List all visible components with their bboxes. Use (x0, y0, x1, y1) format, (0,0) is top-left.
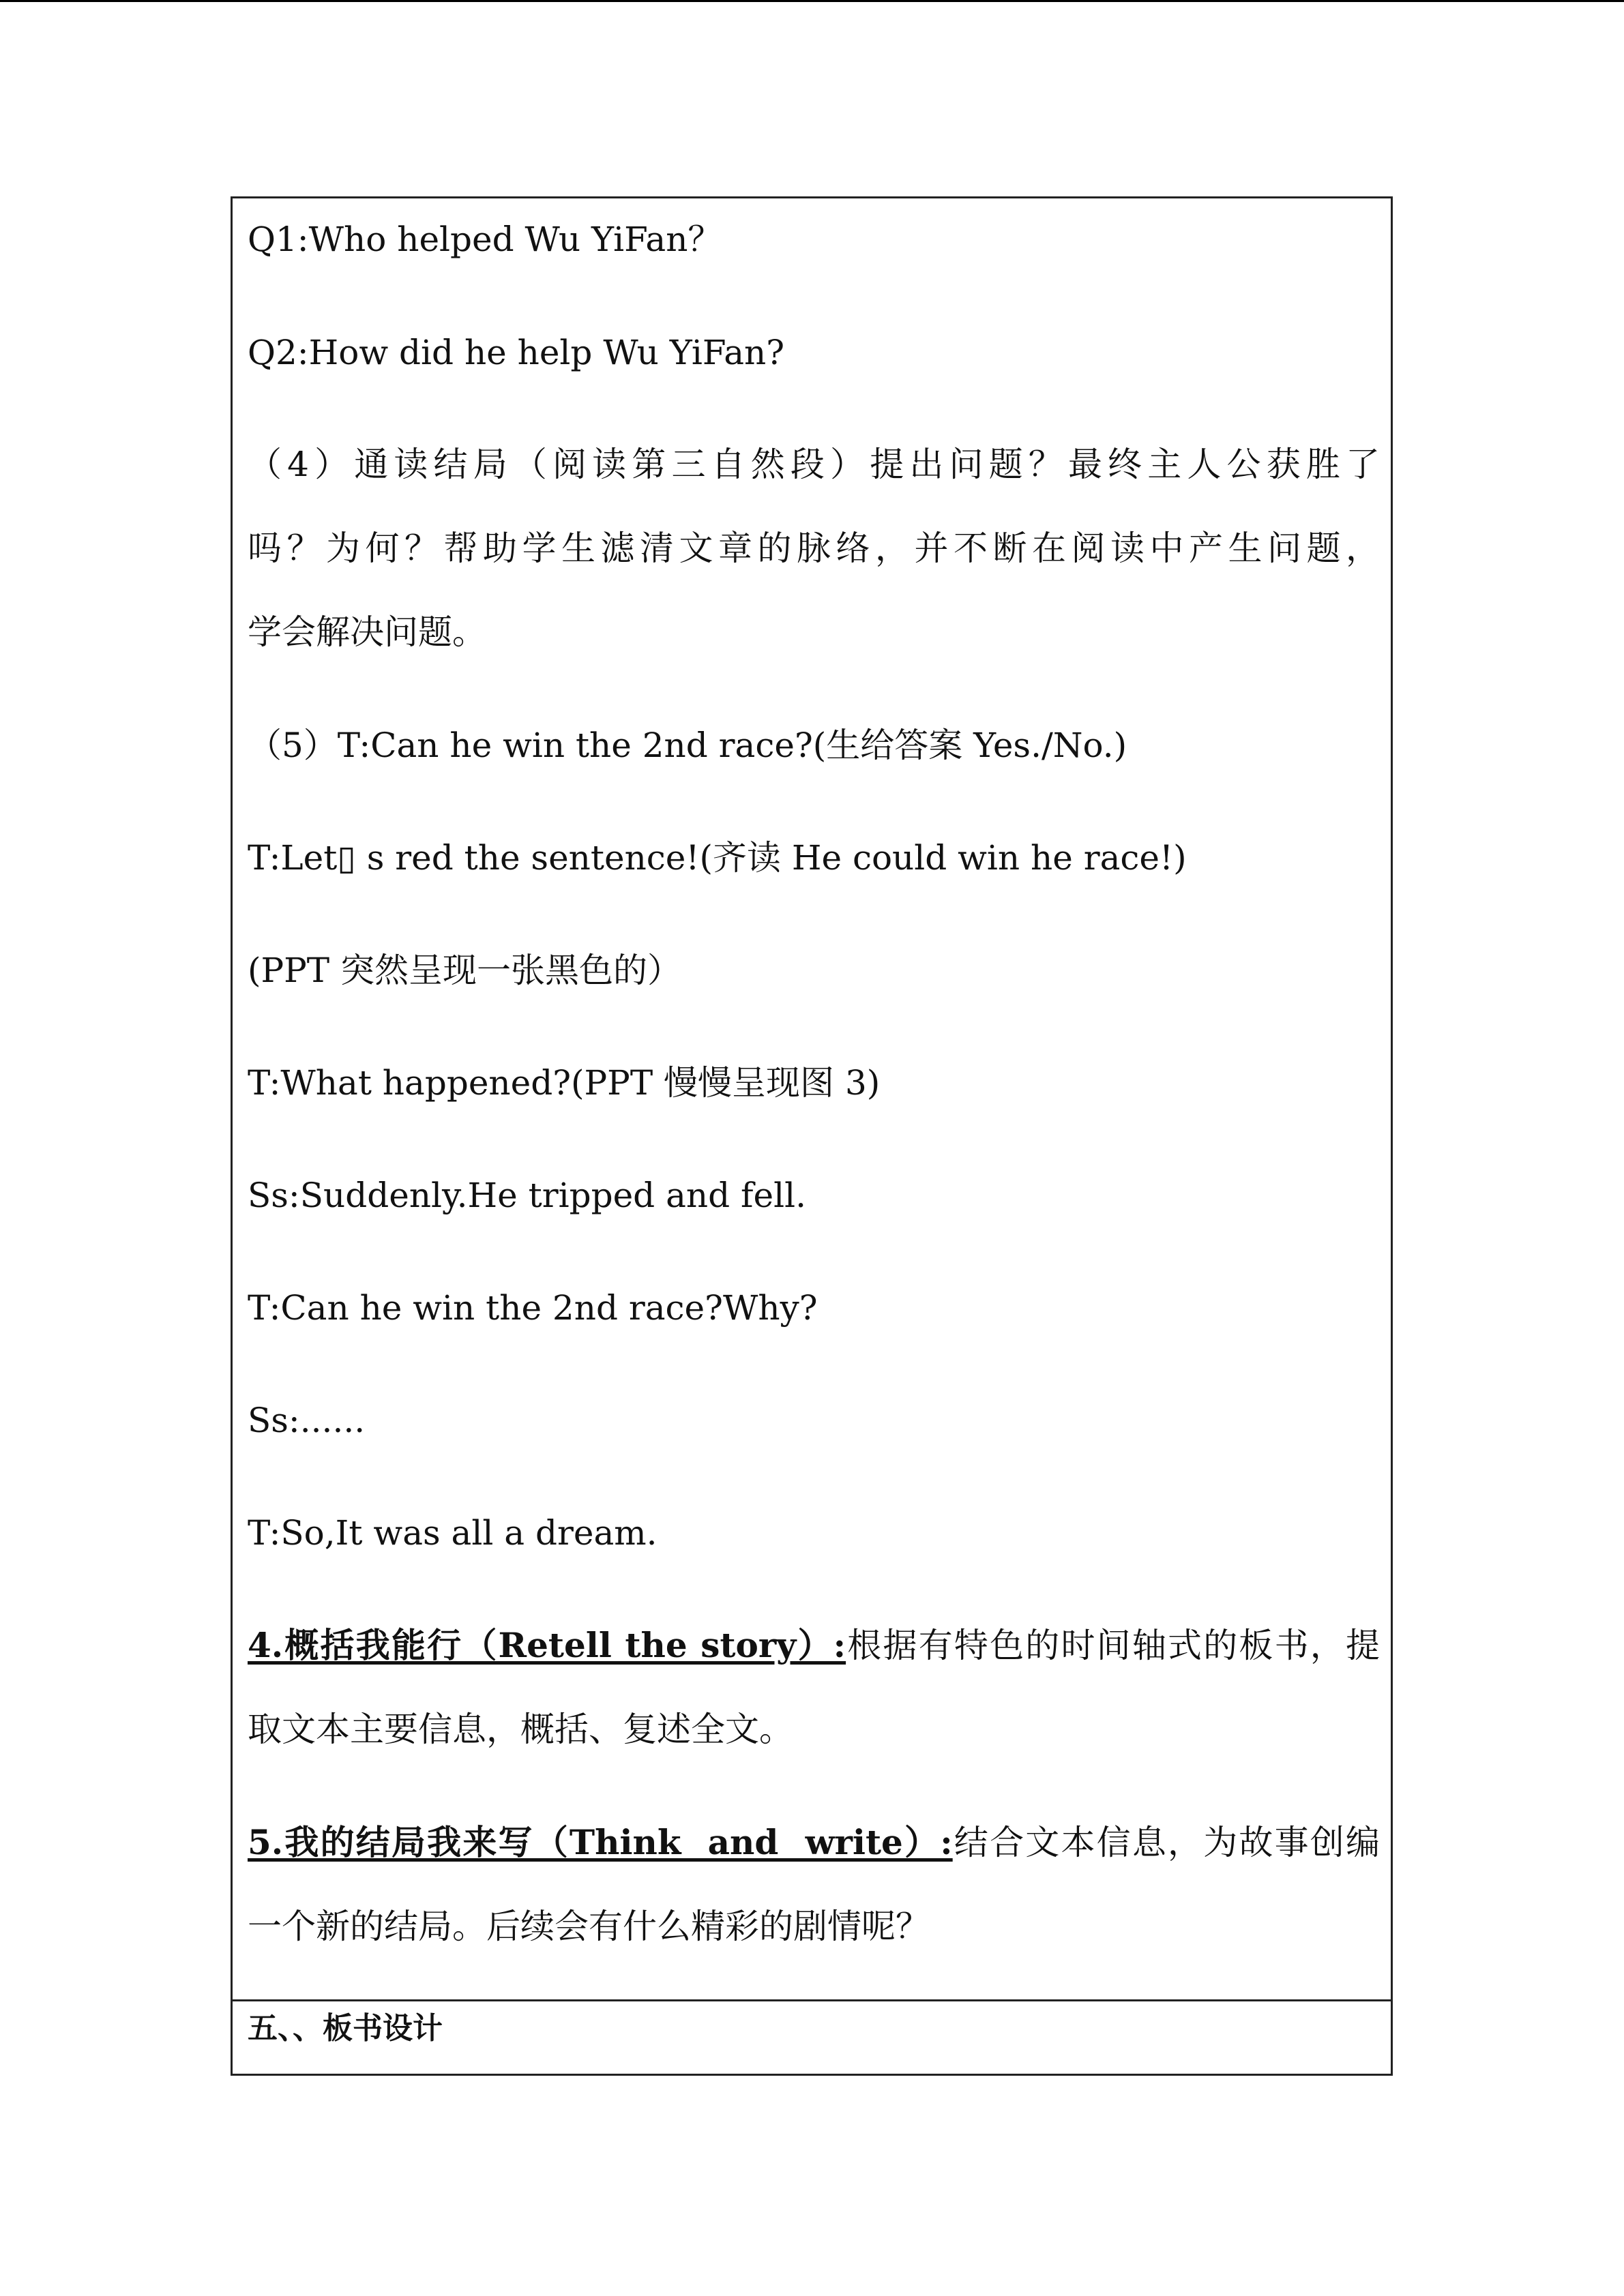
step-4-line-2: 吗？为何？帮助学生滤清文章的脉络，并不断在阅读中产生问题， (248, 528, 1380, 568)
section-5-title: 五、、板书设计 (248, 2011, 443, 2046)
item-5-text-1: 结合文本信息，为故事创编 (952, 1823, 1380, 1862)
item-4-line-2: 取文本主要信息，概括、复述全文。 (248, 1710, 793, 1749)
item-5-line-2: 一个新的结局。后续会有什么精彩的剧情呢？ (248, 1907, 930, 1946)
students-suddenly-line: Ss:Suddenly.He tripped and fell. (248, 1176, 806, 1215)
students-dots-line: Ss:...... (248, 1401, 366, 1440)
top-border-line (0, 0, 1624, 2)
teacher-read-line: T:Let▯ s red the sentence!(齐读 He could win he race!) (248, 838, 1187, 878)
table-row-divider (233, 1999, 1391, 2001)
item-4-line-1 (248, 1625, 1380, 1666)
question-2: Q2:How did he help Wu YiFan? (248, 333, 785, 372)
step-4-line-1: （4）通读结局（阅读第三自然段）提出问题？最终主人公获胜了 (248, 445, 1380, 484)
ppt-black-line: (PPT 突然呈现一张黑色的） (248, 951, 682, 990)
teacher-can-win-line: T:Can he win the 2nd race?Why? (248, 1288, 818, 1328)
step-5-line-1: （5）T:Can he win the 2nd race?(生给答案 Yes./No.) (248, 726, 1127, 765)
item-4-heading: 4.概括我能行（Retell the story）: (248, 1625, 846, 1665)
item-5-heading: 5.我的结局我来写（Think and write）: (248, 1822, 953, 1862)
question-1: Q1:Who helped Wu YiFan？ (248, 220, 722, 259)
teacher-what-happened-line: T:What happened?(PPT 慢慢呈现图 3) (248, 1063, 881, 1103)
item-5-line-1 (248, 1822, 1380, 1863)
step-4-line-3: 学会解决问题。 (248, 612, 486, 652)
item-4-text-1: 根据有特色的时间轴式的板书，提 (846, 1626, 1381, 1665)
lesson-plan-table (231, 196, 1393, 2076)
teacher-dream-line: T:So,It was all a dream. (248, 1513, 658, 1553)
